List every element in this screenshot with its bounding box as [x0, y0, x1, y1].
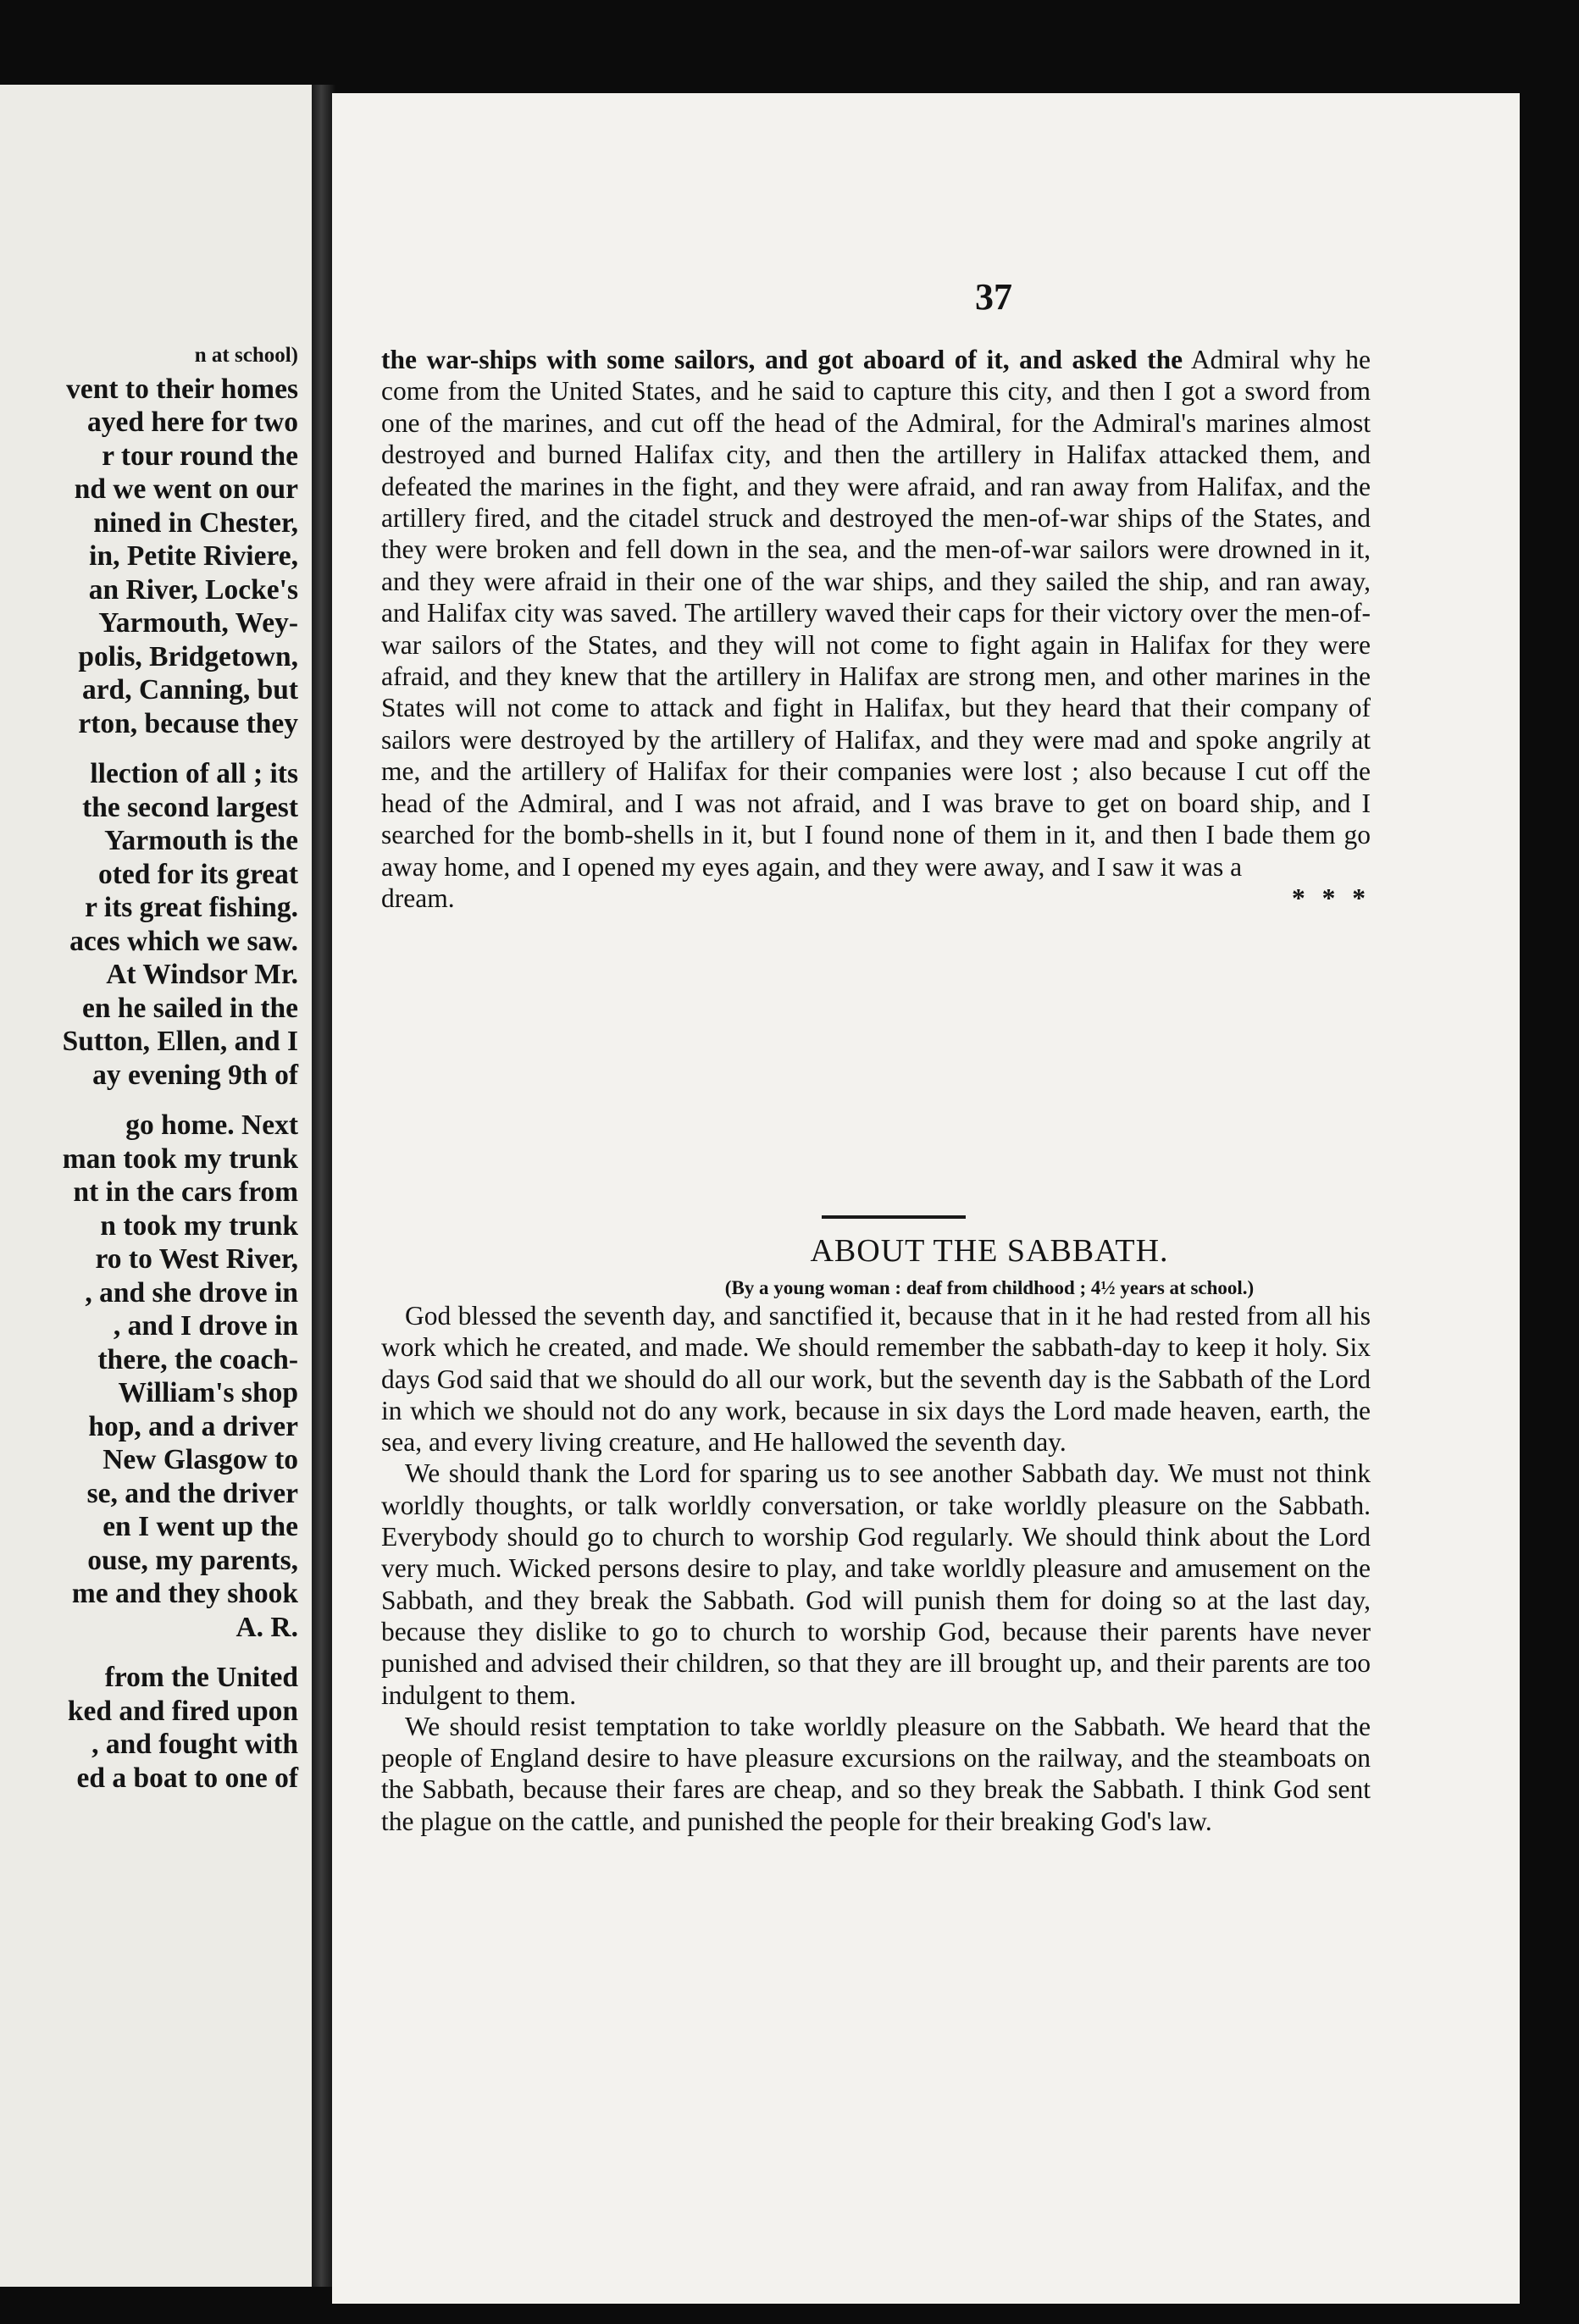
left-page-line: aces which we saw.	[69, 925, 298, 957]
left-page-line: vent to their homes	[66, 373, 298, 405]
essay-title: ABOUT THE SABBATH.	[810, 1233, 1169, 1269]
left-page-line: rton, because they	[78, 707, 298, 739]
left-page-line: go home. Next	[125, 1109, 298, 1141]
left-page-line: hop, and a driver	[88, 1410, 298, 1442]
left-page-line: ayed here for two	[86, 407, 298, 438]
left-page-line: r tour round the	[102, 440, 298, 472]
page-edge	[1520, 93, 1579, 2304]
left-page-line: Yarmouth is the	[104, 825, 298, 856]
essay-byline: (By a young woman : deaf from childhood ; 4½ years at school.)	[724, 1277, 1255, 1298]
story-ending	[381, 883, 1371, 914]
left-page-line: ed a boat to one of	[76, 1762, 298, 1794]
left-page-line: en I went up the	[102, 1511, 298, 1542]
left-page-line: n at school)	[194, 344, 298, 367]
left-page-line: se, and the driver	[86, 1477, 298, 1509]
essay-paragraph: God blessed the seventh day, and sanctified it, because that in it he had rested from all his work which he created, and made. We should remember the sabbath-day to keep it holy. Six days God said that we should do all our work, but the seventh day is the Sabbath of the Lord in which we should not do any work, because in six days the Lord made heaven, earth, the sea, and every living creature, and He hallowed the seventh day.	[381, 1301, 1371, 1458]
left-facing-page	[0, 85, 314, 2287]
left-page-line: n took my trunk	[100, 1209, 298, 1242]
story-continuation	[381, 344, 1371, 914]
left-page-line: me and they shook	[71, 1578, 298, 1609]
left-page-line: ked and fired upon	[67, 1695, 298, 1727]
section-divider	[822, 1215, 966, 1219]
story-first-line: the war-ships with some sailors, and got aboard of it, and asked the	[381, 345, 1183, 374]
left-page-line: Yarmouth, Wey-	[98, 607, 298, 639]
left-page-line: ro to West River,	[95, 1243, 298, 1275]
left-page-line: Sutton, Ellen, and I	[62, 1026, 298, 1057]
essay-paragraph: We should resist temptation to take worldly pleasure on the Sabbath. We heard that the people of England desire to have pleasure excursions on the railway, and the steamboats on the Sabbath, because their fares are cheap, and so they break the Sabbath. I think God sent the plague on the cattle, and punished the people for their breaking God's law.	[381, 1711, 1371, 1836]
left-page-line: nd we went on our	[74, 473, 298, 505]
left-page-line: an River, Locke's	[88, 573, 298, 606]
left-page-line: A. R.	[235, 1611, 298, 1643]
story-text: Admiral why he come from the United States, and he said to capture this city, and then I got a sword from one of the marines, and cut off the head of the Admiral, for the Admiral's marines almost destroyed and burned Halifax city, and then the artillery in Halifax attacked them, and defeated the marines in the fight, and they were afraid, and ran away from Halifax, and the artillery fired, and the citadel struck and destroyed the men-of-war ships of the States, and they were broken and fell down in the sea, and the men-of-war sailors were drowned in it, and they were afraid in their one of the war ships, and they sailed the ship, and ran away, and Halifax city was saved. The artillery waved their caps for their victory over the men-of-war sailors of the States, and they will not come to fight again in Halifax for they were afraid, and they knew that the artillery in Halifax are strong men, and other marines in the States will not come to attack and fight in Halifax, but they heard that their company of sailors were destroyed by the artillery of Halifax, and they were mad and spoke angrily at me, and the artillery of Halifax for their companies were lost ; also because I cut off the head of the Admiral, and I was not afraid, and I was brave to get on board ship, and I searched for the bomb-shells in it, but I found none of them in it, and then I bade them go away home, and I opened my eyes again, and they were away, and I saw it was a	[381, 345, 1371, 882]
left-page-line: man took my trunk	[62, 1143, 298, 1175]
left-page-line: oted for its great	[98, 858, 298, 890]
left-page-line: from the United	[104, 1662, 298, 1693]
left-page-line: there, the coach-	[97, 1343, 298, 1375]
left-page-line: At Windsor Mr.	[106, 959, 298, 990]
left-page-line: polis, Bridgetown,	[78, 640, 298, 672]
left-page-line: , and I drove in	[113, 1310, 298, 1342]
right-page	[332, 93, 1520, 2304]
section-break-stars: * * *	[1292, 883, 1371, 913]
left-page-line: ouse, my parents,	[87, 1544, 298, 1576]
left-page-line: ay evening 9th of	[92, 1059, 298, 1091]
left-page-line: , and fought with	[91, 1729, 298, 1760]
left-page-line: nined in Chester,	[93, 506, 298, 539]
left-page-line: r its great fishing.	[85, 892, 298, 923]
left-page-line: nt in the cars from	[73, 1176, 298, 1208]
left-page-line: , and she drove in	[85, 1276, 298, 1309]
story-last-word: dream.	[381, 883, 455, 913]
left-page-line: William's shop	[118, 1377, 298, 1408]
essay-paragraph: We should thank the Lord for sparing us to see another Sabbath day. We must not think worldly thoughts, or talk worldly conversation, or take worldly pleasure on the Sabbath. Everybody should go to church to worship God regularly. We should think about the Lord very much. Wicked persons desire to play, and take worldly pleasure and amusement on the Sabbath, and they break the Sabbath. God will punish them for doing so at the last day, because they dislike to go to church to worship God, because their parents have never punished and advised their children, so that they are ill brought up, and their parents are too indulgent to them.	[381, 1458, 1371, 1710]
left-page-text	[0, 339, 298, 1795]
left-page-line: the second largest	[82, 791, 298, 823]
left-page-line: New Glasgow to	[102, 1444, 298, 1475]
left-page-line: in, Petite Riviere,	[89, 540, 298, 572]
left-page-line: ard, Canning, but	[81, 674, 298, 706]
left-page-line: en he sailed in the	[82, 992, 298, 1024]
essay-body	[381, 1300, 1371, 1837]
left-page-line: llection of all ; its	[90, 758, 298, 789]
page-number: 37	[975, 276, 1012, 318]
